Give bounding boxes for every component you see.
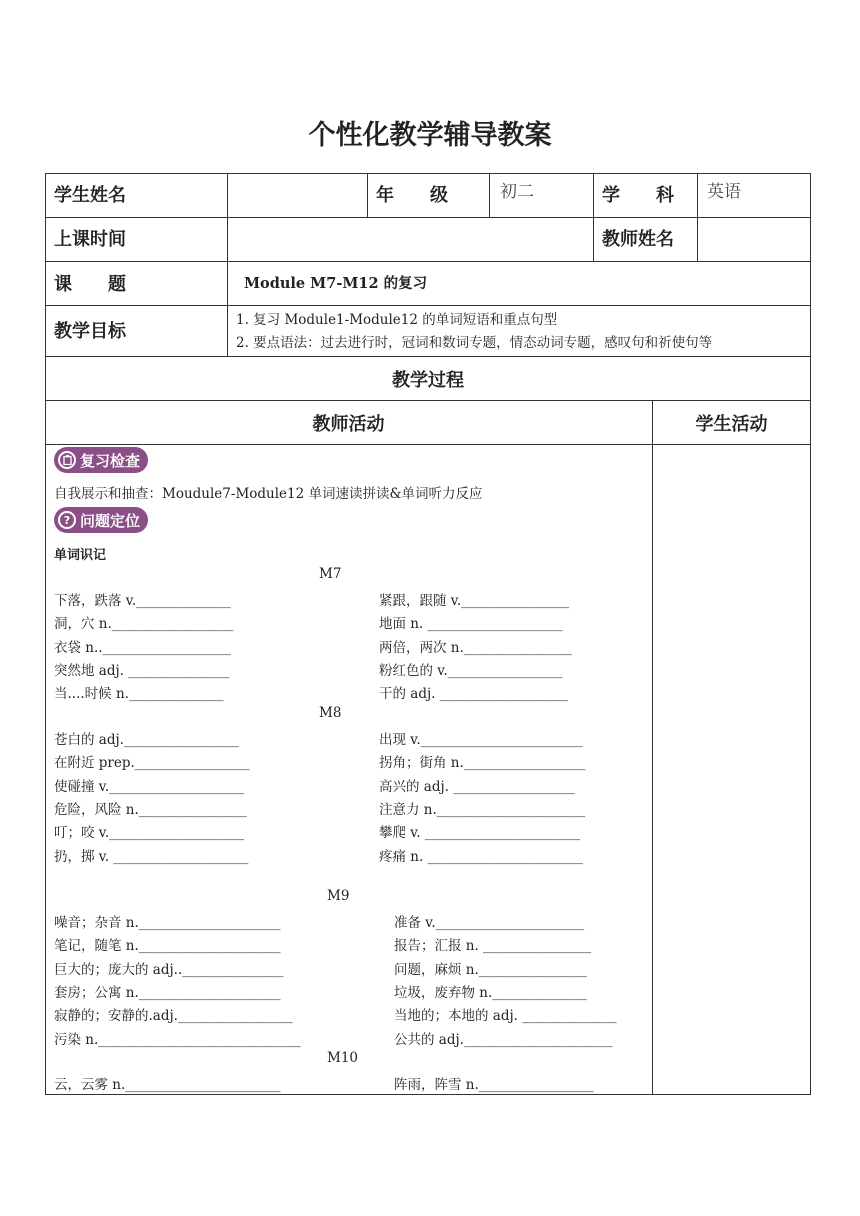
goal-2: 2. 要点语法：过去进行时，冠词和数词专题，情态动词专题，感叹句和祈使句等 xyxy=(236,335,713,351)
vocab-item-left: 危险，风险 n.________________ xyxy=(54,801,247,818)
vocab-item-left: 笔记，随笔 n._____________________ xyxy=(54,938,281,955)
review-check-badge xyxy=(54,447,148,473)
vocab-item-right: 紧跟，跟随 v.________________ xyxy=(379,593,570,609)
module-title: M8 xyxy=(319,705,342,721)
process-header: 教学过程 xyxy=(392,370,464,391)
row-divider xyxy=(45,356,811,357)
vocab-item-left: 衣袋 n..___________________ xyxy=(54,639,231,656)
vocab-item-left: 在附近 prep._________________ xyxy=(54,755,250,772)
col-divider xyxy=(367,173,368,217)
grade-value[interactable]: 初二 xyxy=(500,182,534,202)
topic-value[interactable]: Module M7-M12 的复习 xyxy=(244,275,428,292)
vocab-item-right: 两倍，两次 n.________________ xyxy=(379,639,572,656)
module-title: M7 xyxy=(319,566,342,582)
vocab-item-left: 叮；咬 v.____________________ xyxy=(54,825,245,842)
vocab-item-left: 噪音；杂音 n._____________________ xyxy=(54,915,281,931)
vocab-item-right: 报告；汇报 n. ________________ xyxy=(394,938,592,955)
vocab-item-right: 准备 v.______________________ xyxy=(394,915,585,931)
vocab-item-right: 阵雨，阵雪 n._________________ xyxy=(394,1077,594,1093)
vocab-item-right: 出现 v.________________________ xyxy=(379,732,583,748)
col-divider xyxy=(227,173,228,356)
vocab-item-right: 问题，麻烦 n.________________ xyxy=(394,961,587,978)
class-time-label: 上课时间 xyxy=(54,229,126,250)
row-divider xyxy=(45,261,811,262)
module-title: M9 xyxy=(327,888,350,904)
vocab-item-right: 地面 n. ____________________ xyxy=(379,616,563,633)
vocab-item-left: 套房；公寓 n._____________________ xyxy=(54,984,281,1001)
subject-value[interactable]: 英语 xyxy=(707,182,741,202)
vocab-item-left: 云，云雾 n._______________________ xyxy=(54,1077,281,1093)
vocab-item-right: 攀爬 v. _______________________ xyxy=(379,825,581,842)
vocab-item-right: 公共的 adj.______________________ xyxy=(394,1031,613,1048)
vocab-item-right: 当地的；本地的 adj. ______________ xyxy=(394,1008,617,1025)
vocab-item-left: 当....时候 n.______________ xyxy=(54,686,224,703)
grade-label: 年 级 xyxy=(376,185,448,206)
goal-1: 1. 复习 Module1-Module12 的单词短语和重点句型 xyxy=(236,312,558,328)
teacher-activity-header: 教师活动 xyxy=(312,414,385,435)
vocab-item-left: 洞，穴 n.__________________ xyxy=(54,616,234,633)
row-divider xyxy=(45,444,811,445)
vocab-item-left: 巨大的；庞大的 adj.._______________ xyxy=(54,961,284,978)
vocab-item-right: 粉红色的 v._________________ xyxy=(379,662,563,679)
vocab-title: 单词识记 xyxy=(54,548,107,563)
student-name-label: 学生姓名 xyxy=(54,185,126,206)
vocab-item-left: 寂静的；安静的.adj._________________ xyxy=(54,1008,293,1025)
student-activity-header: 学生活动 xyxy=(695,414,768,435)
vocab-item-left: 污染 n.______________________________ xyxy=(54,1031,301,1048)
vocab-item-left: 使碰撞 v.____________________ xyxy=(54,778,245,795)
clipboard-icon xyxy=(58,451,76,469)
subject-label: 学 科 xyxy=(602,185,674,206)
vocab-item-right: 注意力 n.______________________ xyxy=(379,801,586,818)
vocab-item-left: 苍白的 adj._________________ xyxy=(54,732,239,748)
vocab-item-left: 下落，跌落 v.______________ xyxy=(54,593,231,609)
teacher-name-label: 教师姓名 xyxy=(602,229,674,250)
col-divider xyxy=(593,173,594,261)
problem-locate-badge xyxy=(54,507,148,533)
problem-locate-label: 问题定位 xyxy=(80,511,141,530)
page-title: 个性化教学辅导教案 xyxy=(308,120,552,151)
review-check-label: 复习检查 xyxy=(80,451,141,470)
vocab-item-right: 疼痛 n. _______________________ xyxy=(379,848,583,865)
col-divider xyxy=(489,173,490,217)
vocab-item-right: 高兴的 adj. __________________ xyxy=(379,778,575,795)
vocab-item-right: 垃圾，废弃物 n.______________ xyxy=(394,984,587,1001)
col-divider xyxy=(697,173,698,261)
goals-label: 教学目标 xyxy=(54,321,126,342)
topic-label: 课 题 xyxy=(54,274,126,295)
question-icon: ? xyxy=(58,511,76,529)
vocab-item-right: 拐角；街角 n.__________________ xyxy=(379,755,586,772)
row-divider xyxy=(45,400,811,401)
review-check-text: 自我展示和抽查：Moudule7-Module12 单词速读拼读&单词听力反应 xyxy=(54,486,483,502)
vocab-item-right: 干的 adj. ___________________ xyxy=(379,686,568,703)
row-divider xyxy=(45,305,811,306)
col-divider xyxy=(652,400,653,1095)
module-title: M10 xyxy=(327,1050,359,1066)
vocab-item-left: 突然地 adj. _______________ xyxy=(54,662,230,679)
vocab-item-left: 扔，掷 v. ____________________ xyxy=(54,848,249,865)
